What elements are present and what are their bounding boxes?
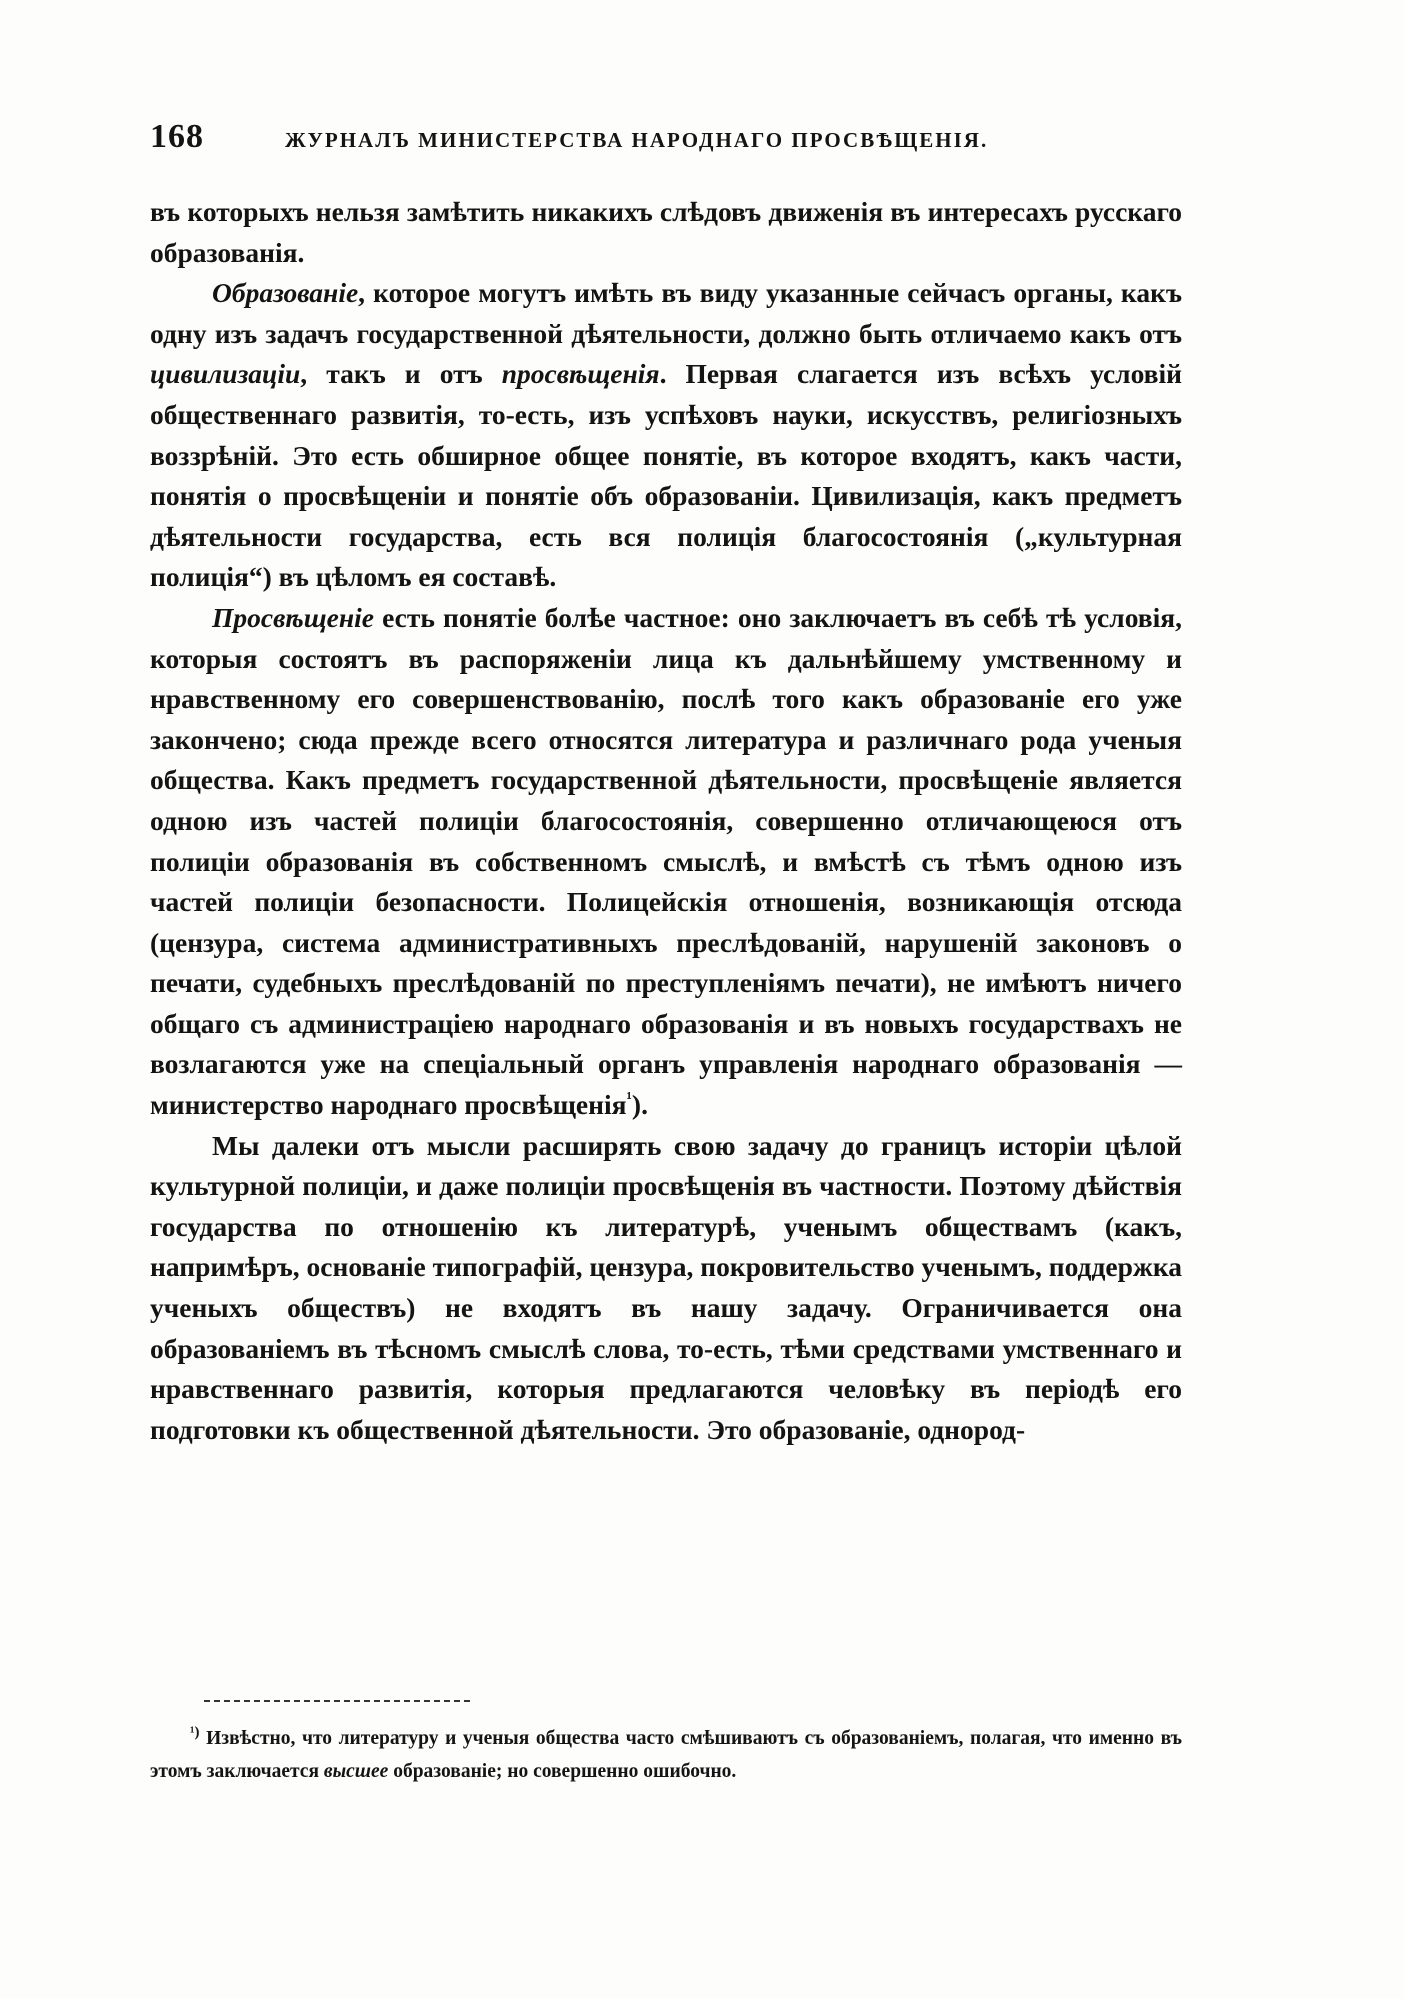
- text-segment: . Первая слагается изъ всѣхъ условій общественнаго развитія, то-есть, изъ успѣховъ науки, искусствъ, религіозныхъ воззрѣній. Это есть обширное общее понятіе, въ которое входятъ, какъ части, понятія о просвѣщеніи и понятіе объ образованіи. Цивилизація, какъ предметъ дѣятельности государства, есть вся полиція благосостоянія („культурная полиція“) въ цѣломъ ея составѣ.: [150, 358, 1183, 593]
- paragraph: [150, 598, 1182, 1126]
- footnote-text: [150, 1728, 1182, 1782]
- emphasized-term: Просвѣщеніе: [212, 601, 374, 633]
- emphasized-term: высшее: [323, 1761, 389, 1782]
- text-segment: , такъ и отъ: [300, 358, 502, 390]
- emphasized-term: просвѣщенія: [501, 358, 660, 390]
- paragraph: [150, 1126, 1182, 1451]
- paragraph: [150, 192, 1182, 273]
- text-segment: ).: [631, 1089, 648, 1121]
- text-segment: образованіе; но совершенно ошибочно.: [388, 1761, 737, 1782]
- text-segment: въ которыхъ нельзя замѣтить никакихъ слѣдовъ движенія въ интересахъ русскаго образованія.: [150, 196, 1182, 268]
- paragraph: [150, 273, 1182, 598]
- body-text: [150, 192, 1182, 1450]
- page-number: 168: [150, 118, 204, 155]
- page-header: [150, 118, 1150, 162]
- footnote: [150, 1722, 1182, 1788]
- text-segment: есть понятіе болѣе частное: оно заключаетъ въ себѣ тѣ условія, которыя состоятъ въ распоряженіи лица къ дальнѣйшему умственному и нравственному его совершенствованію, послѣ того какъ образованіе его уже закончено; сюда прежде всего относятся литература и различнаго рода ученыя общества. Какъ предметъ государственной дѣятельности, просвѣщеніе является одною изъ частей полиціи благосостоянія, совершенно отличающеюся отъ полиціи образованія въ собственномъ смыслѣ, и вмѣстѣ съ тѣмъ одною изъ частей полиціи безопасности. Полицейскія отношенія, возникающія отсюда (цензура, система административныхъ преслѣдованій, нарушеній законовъ о печати, судебныхъ преслѣдованій по преступленіямъ печати), не имѣютъ ничего общаго съ администраціею народнаго образованія и въ новыхъ государствахъ не возлагаются уже на спеціальный органъ управленія народнаго образованія — министерство народнаго просвѣщенія: [150, 601, 1182, 1121]
- footnote-reference: ¹: [626, 1087, 632, 1108]
- emphasized-term: цивилизаціи: [150, 358, 301, 390]
- emphasized-term: Образованіе: [212, 277, 359, 309]
- running-head: ЖУРНАЛЪ МИНИСТЕРСТВА НАРОДНАГО ПРОСВѢЩЕНІЯ.: [285, 128, 989, 152]
- text-segment: Извѣстно, что литературу и ученыя общества часто смѣшиваютъ съ образованіемъ, полагая, что именно въ этомъ заключается: [150, 1728, 1182, 1782]
- text-segment: , которое могутъ имѣть въ виду указанные сейчасъ органы, какъ одну изъ задачъ государственной дѣятельности, должно быть отличаемо какъ отъ: [150, 277, 1182, 349]
- footnote-divider: [204, 1700, 470, 1702]
- text-segment: Мы далеки отъ мысли расширять свою задачу до границъ исторіи цѣлой культурной полиціи, и даже полиціи просвѣщенія въ частности. Поэтому дѣйствія государства по отношенію къ литературѣ, ученымъ обществамъ (какъ, напримѣръ, основаніе типографій, цензура, покровительство ученымъ, поддержка ученыхъ обществъ) не входятъ въ нашу задачу. Ограничивается она образованіемъ въ тѣсномъ смыслѣ слова, то-есть, тѣми средствами умственнаго и нравственнаго развитія, которыя предлагаются человѣку въ періодѣ его подготовки къ общественной дѣятельности. Это образованіе, однород-: [150, 1129, 1182, 1445]
- footnote-marker: ¹): [190, 1724, 200, 1741]
